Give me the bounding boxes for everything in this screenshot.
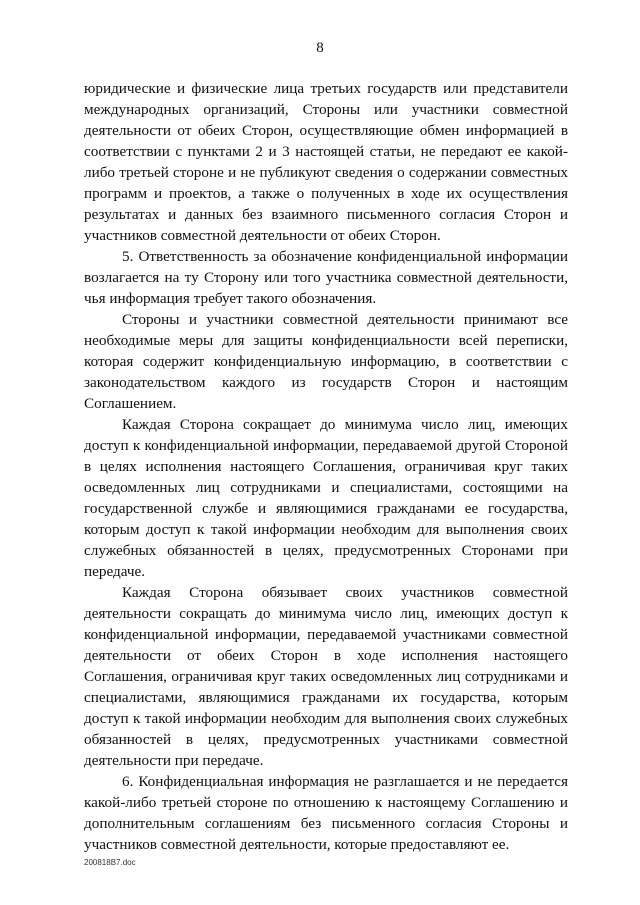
paragraph-party-access: Каждая Сторона сокращает до минимума число лиц, имеющих доступ к конфиденциальной информации, передаваемой другой Стороной в целях исполнения настоящего Соглашения, ограничивая круг таких осведомленных лиц сотрудниками и специалистами, состоящими на государственной службе и являющимися гражданами ее государства, которым доступ к такой информации необходим для выполнения своих служебных обязанностей в целях, предусмотренных Сторонами при передаче. (84, 416, 568, 580)
document-body (84, 78, 568, 855)
paragraph-item-6: 6. Конфиденциальная информация не разглашается и не передается какой-либо третьей стороне по отношению к настоящему Соглашению и дополнительным соглашениям без письменного согласия Стороны и участников совместной деятельности, которые предоставляют ее. (84, 773, 568, 853)
paragraph-protection-measures: Стороны и участники совместной деятельности принимают все необходимые меры для защиты конфиденциальности всей переписки, которая содержит конфиденциальную информацию, в соответствии с законодательством каждого из государств Сторон и настоящим Соглашением. (84, 311, 568, 412)
paragraph-participant-access: Каждая Сторона обязывает своих участников совместной деятельности сокращать до минимума число лиц, имеющих доступ к конфиденциальной информации, передаваемой участниками совместной деятельности от обеих Сторон в ходе исполнения настоящего Соглашения, ограничивая круг таких осведомленных лиц сотрудниками и специалистами, являющимися гражданами их государства, которым доступ к такой информации необходим для выполнения своих служебных обязанностей в целях, предусмотренных участниками совместной деятельности при передаче. (84, 584, 568, 769)
paragraph-continuation: юридические и физические лица третьих государств или представители международных организаций, Стороны или участники совместной деятельности от обеих Сторон, осуществляющие обмен информацией в соответствии с пунктами 2 и 3 настоящей статьи, не передают ее какой-либо третьей стороне и не публикуют сведения о содержании совместных программ и проектов, а также о полученных в ходе их осуществления результатах и данных без взаимного письменного согласия Сторон и участников совместной деятельности от обеих Сторон. (84, 80, 568, 244)
page-number: 8 (316, 40, 324, 56)
footer-filename: 200818B7.doc (84, 858, 136, 867)
paragraph-item-5: 5. Ответственность за обозначение конфиденциальной информации возлагается на ту Сторону или того участника совместной деятельности, чья информация требует такого обозначения. (84, 248, 568, 307)
